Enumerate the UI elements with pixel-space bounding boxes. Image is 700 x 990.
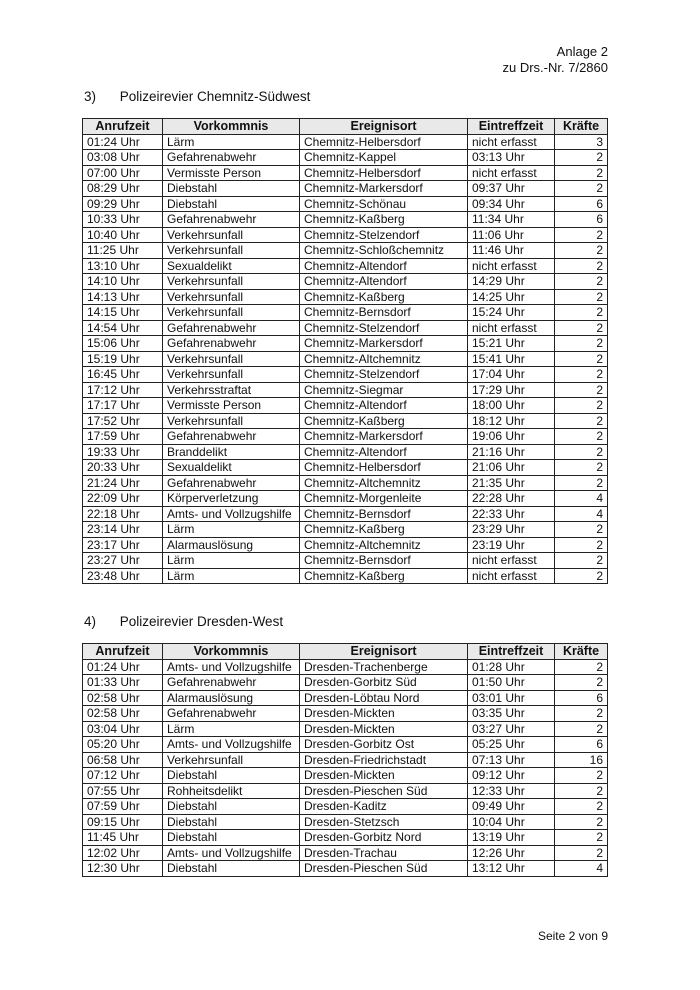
table-row <box>83 783 608 799</box>
table-row <box>83 320 608 336</box>
cell-vorkommnis: Vermisste Person <box>163 398 300 414</box>
cell-eintreffzeit: 09:37 Uhr <box>468 181 555 197</box>
cell-ereignisort: Dresden-Stetzsch <box>300 814 468 830</box>
incident-table-dresden <box>82 643 608 877</box>
cell-ereignisort: Chemnitz-Bernsdorf <box>300 506 468 522</box>
cell-ereignisort: Chemnitz-Kaßberg <box>300 568 468 584</box>
table-row <box>83 460 608 476</box>
cell-kraefte: 2 <box>555 181 608 197</box>
cell-ereignisort: Chemnitz-Markersdorf <box>300 429 468 445</box>
cell-eintreffzeit: 03:01 Uhr <box>468 690 555 706</box>
cell-anrufzeit: 02:58 Uhr <box>83 706 163 722</box>
cell-ereignisort: Chemnitz-Kaßberg <box>300 413 468 429</box>
cell-ereignisort: Chemnitz-Altendorf <box>300 444 468 460</box>
cell-vorkommnis: Branddelikt <box>163 444 300 460</box>
cell-kraefte: 4 <box>555 861 608 877</box>
cell-anrufzeit: 01:33 Uhr <box>83 675 163 691</box>
cell-vorkommnis: Verkehrsstraftat <box>163 382 300 398</box>
document-header <box>503 44 609 76</box>
incident-table-chemnitz <box>82 118 608 584</box>
cell-eintreffzeit: 21:35 Uhr <box>468 475 555 491</box>
cell-anrufzeit: 21:24 Uhr <box>83 475 163 491</box>
cell-vorkommnis: Alarmauslösung <box>163 537 300 553</box>
cell-ereignisort: Dresden-Mickten <box>300 768 468 784</box>
cell-eintreffzeit: 19:06 Uhr <box>468 429 555 445</box>
cell-eintreffzeit: 01:50 Uhr <box>468 675 555 691</box>
cell-kraefte: 2 <box>555 274 608 290</box>
cell-kraefte: 2 <box>555 460 608 476</box>
cell-anrufzeit: 22:09 Uhr <box>83 491 163 507</box>
cell-ereignisort: Chemnitz-Kaßberg <box>300 212 468 228</box>
cell-kraefte: 6 <box>555 196 608 212</box>
cell-kraefte: 6 <box>555 690 608 706</box>
cell-vorkommnis: Verkehrsunfall <box>163 413 300 429</box>
table-row <box>83 413 608 429</box>
cell-kraefte: 2 <box>555 475 608 491</box>
cell-eintreffzeit: nicht erfasst <box>468 320 555 336</box>
page-number: Seite 2 von 9 <box>537 929 608 943</box>
cell-eintreffzeit: 03:13 Uhr <box>468 150 555 166</box>
cell-eintreffzeit: 03:27 Uhr <box>468 721 555 737</box>
cell-anrufzeit: 12:30 Uhr <box>83 861 163 877</box>
cell-vorkommnis: Diebstahl <box>163 814 300 830</box>
table-row <box>83 382 608 398</box>
cell-kraefte: 2 <box>555 659 608 675</box>
cell-vorkommnis: Gefahrenabwehr <box>163 150 300 166</box>
document-number: zu Drs.-Nr. 7/2860 <box>502 60 608 75</box>
col-header-kraefte: Kräfte <box>555 119 608 135</box>
cell-kraefte: 2 <box>555 814 608 830</box>
table-row <box>83 243 608 259</box>
cell-kraefte: 2 <box>555 721 608 737</box>
table-row <box>83 537 608 553</box>
cell-vorkommnis: Alarmauslösung <box>163 690 300 706</box>
cell-eintreffzeit: 14:29 Uhr <box>468 274 555 290</box>
cell-kraefte: 4 <box>555 506 608 522</box>
cell-eintreffzeit: 22:28 Uhr <box>468 491 555 507</box>
cell-eintreffzeit: 18:12 Uhr <box>468 413 555 429</box>
cell-ereignisort: Dresden-Pieschen Süd <box>300 861 468 877</box>
cell-kraefte: 2 <box>555 367 608 383</box>
cell-anrufzeit: 12:02 Uhr <box>83 845 163 861</box>
cell-kraefte: 2 <box>555 398 608 414</box>
cell-vorkommnis: Amts- und Vollzugshilfe <box>163 659 300 675</box>
cell-anrufzeit: 07:00 Uhr <box>83 165 163 181</box>
cell-vorkommnis: Diebstahl <box>163 196 300 212</box>
cell-vorkommnis: Verkehrsunfall <box>163 752 300 768</box>
table-row <box>83 475 608 491</box>
cell-eintreffzeit: nicht erfasst <box>468 568 555 584</box>
cell-vorkommnis: Gefahrenabwehr <box>163 320 300 336</box>
col-header-eintreffzeit: Eintreffzeit <box>468 644 555 660</box>
cell-anrufzeit: 17:17 Uhr <box>83 398 163 414</box>
cell-ereignisort: Chemnitz-Helbersdorf <box>300 460 468 476</box>
attachment-label: Anlage 2 <box>556 44 608 59</box>
cell-vorkommnis: Verkehrsunfall <box>163 305 300 321</box>
cell-eintreffzeit: 17:04 Uhr <box>468 367 555 383</box>
cell-vorkommnis: Gefahrenabwehr <box>163 336 300 352</box>
cell-eintreffzeit: 01:28 Uhr <box>468 659 555 675</box>
cell-anrufzeit: 01:24 Uhr <box>83 134 163 150</box>
cell-vorkommnis: Körperverletzung <box>163 491 300 507</box>
cell-kraefte: 2 <box>555 351 608 367</box>
col-header-kraefte: Kräfte <box>555 644 608 660</box>
cell-anrufzeit: 20:33 Uhr <box>83 460 163 476</box>
cell-kraefte: 2 <box>555 553 608 569</box>
cell-ereignisort: Chemnitz-Helbersdorf <box>300 165 468 181</box>
cell-vorkommnis: Amts- und Vollzugshilfe <box>163 845 300 861</box>
cell-anrufzeit: 02:58 Uhr <box>83 690 163 706</box>
cell-anrufzeit: 17:12 Uhr <box>83 382 163 398</box>
cell-anrufzeit: 09:29 Uhr <box>83 196 163 212</box>
table-row <box>83 398 608 414</box>
cell-anrufzeit: 17:59 Uhr <box>83 429 163 445</box>
cell-eintreffzeit: 13:12 Uhr <box>468 861 555 877</box>
table-row <box>83 506 608 522</box>
cell-eintreffzeit: nicht erfasst <box>468 258 555 274</box>
table-row <box>83 768 608 784</box>
table-row <box>83 706 608 722</box>
table-row <box>83 289 608 305</box>
col-header-vorkommnis: Vorkommnis <box>163 644 300 660</box>
cell-vorkommnis: Diebstahl <box>163 181 300 197</box>
cell-anrufzeit: 03:04 Uhr <box>83 721 163 737</box>
table-row <box>83 351 608 367</box>
cell-eintreffzeit: 22:33 Uhr <box>468 506 555 522</box>
cell-anrufzeit: 14:10 Uhr <box>83 274 163 290</box>
cell-eintreffzeit: 09:49 Uhr <box>468 799 555 815</box>
cell-kraefte: 2 <box>555 444 608 460</box>
table-row <box>83 444 608 460</box>
cell-kraefte: 2 <box>555 165 608 181</box>
cell-kraefte: 2 <box>555 675 608 691</box>
cell-kraefte: 2 <box>555 227 608 243</box>
cell-kraefte: 2 <box>555 537 608 553</box>
cell-kraefte: 4 <box>555 491 608 507</box>
cell-vorkommnis: Verkehrsunfall <box>163 351 300 367</box>
table-row <box>83 165 608 181</box>
cell-eintreffzeit: 14:25 Uhr <box>468 289 555 305</box>
cell-vorkommnis: Diebstahl <box>163 799 300 815</box>
table-row <box>83 212 608 228</box>
cell-vorkommnis: Verkehrsunfall <box>163 367 300 383</box>
cell-ereignisort: Dresden-Trachenberge <box>300 659 468 675</box>
cell-vorkommnis: Lärm <box>163 134 300 150</box>
cell-anrufzeit: 14:13 Uhr <box>83 289 163 305</box>
cell-ereignisort: Chemnitz-Stelzendorf <box>300 227 468 243</box>
cell-anrufzeit: 10:40 Uhr <box>83 227 163 243</box>
cell-anrufzeit: 13:10 Uhr <box>83 258 163 274</box>
cell-vorkommnis: Verkehrsunfall <box>163 274 300 290</box>
cell-kraefte: 2 <box>555 382 608 398</box>
cell-vorkommnis: Rohheitsdelikt <box>163 783 300 799</box>
table-row <box>83 367 608 383</box>
cell-kraefte: 2 <box>555 289 608 305</box>
section-number: 3) <box>84 89 97 104</box>
cell-ereignisort: Dresden-Mickten <box>300 721 468 737</box>
table-row <box>83 799 608 815</box>
cell-ereignisort: Dresden-Gorbitz Ost <box>300 737 468 753</box>
cell-ereignisort: Chemnitz-Markersdorf <box>300 336 468 352</box>
cell-ereignisort: Chemnitz-Kaßberg <box>300 289 468 305</box>
cell-anrufzeit: 23:48 Uhr <box>83 568 163 584</box>
table-row <box>83 845 608 861</box>
section-name: Polizeirevier Dresden-West <box>119 614 284 629</box>
table-row <box>83 181 608 197</box>
cell-anrufzeit: 22:18 Uhr <box>83 506 163 522</box>
table-row <box>83 491 608 507</box>
table-row <box>83 258 608 274</box>
cell-anrufzeit: 03:08 Uhr <box>83 150 163 166</box>
cell-kraefte: 2 <box>555 413 608 429</box>
cell-vorkommnis: Sexualdelikt <box>163 460 300 476</box>
col-header-anrufzeit: Anrufzeit <box>83 119 163 135</box>
cell-vorkommnis: Lärm <box>163 522 300 538</box>
cell-eintreffzeit: 05:25 Uhr <box>468 737 555 753</box>
cell-eintreffzeit: 21:16 Uhr <box>468 444 555 460</box>
cell-anrufzeit: 14:15 Uhr <box>83 305 163 321</box>
cell-ereignisort: Chemnitz-Helbersdorf <box>300 134 468 150</box>
cell-ereignisort: Chemnitz-Bernsdorf <box>300 553 468 569</box>
cell-ereignisort: Chemnitz-Bernsdorf <box>300 305 468 321</box>
cell-kraefte: 2 <box>555 429 608 445</box>
cell-eintreffzeit: 17:29 Uhr <box>468 382 555 398</box>
cell-eintreffzeit: 13:19 Uhr <box>468 830 555 846</box>
cell-ereignisort: Chemnitz-Kaßberg <box>300 522 468 538</box>
cell-ereignisort: Dresden-Pieschen Süd <box>300 783 468 799</box>
cell-ereignisort: Chemnitz-Stelzendorf <box>300 367 468 383</box>
cell-kraefte: 2 <box>555 320 608 336</box>
cell-vorkommnis: Amts- und Vollzugshilfe <box>163 737 300 753</box>
table-row <box>83 274 608 290</box>
cell-ereignisort: Dresden-Gorbitz Süd <box>300 675 468 691</box>
cell-vorkommnis: Sexualdelikt <box>163 258 300 274</box>
cell-kraefte: 2 <box>555 568 608 584</box>
cell-anrufzeit: 15:06 Uhr <box>83 336 163 352</box>
cell-ereignisort: Chemnitz-Siegmar <box>300 382 468 398</box>
cell-ereignisort: Dresden-Mickten <box>300 706 468 722</box>
cell-vorkommnis: Diebstahl <box>163 830 300 846</box>
cell-vorkommnis: Amts- und Vollzugshilfe <box>163 506 300 522</box>
section-title-dresden <box>84 614 283 629</box>
table-row <box>83 752 608 768</box>
cell-ereignisort: Chemnitz-Kappel <box>300 150 468 166</box>
cell-ereignisort: Chemnitz-Morgenleite <box>300 491 468 507</box>
cell-anrufzeit: 05:20 Uhr <box>83 737 163 753</box>
cell-ereignisort: Chemnitz-Schloßchemnitz <box>300 243 468 259</box>
cell-vorkommnis: Gefahrenabwehr <box>163 475 300 491</box>
cell-vorkommnis: Lärm <box>163 553 300 569</box>
cell-anrufzeit: 15:19 Uhr <box>83 351 163 367</box>
cell-ereignisort: Chemnitz-Schönau <box>300 196 468 212</box>
cell-kraefte: 6 <box>555 737 608 753</box>
cell-anrufzeit: 14:54 Uhr <box>83 320 163 336</box>
cell-eintreffzeit: 11:34 Uhr <box>468 212 555 228</box>
cell-vorkommnis: Verkehrsunfall <box>163 243 300 259</box>
cell-vorkommnis: Lärm <box>163 721 300 737</box>
cell-anrufzeit: 11:45 Uhr <box>83 830 163 846</box>
cell-vorkommnis: Lärm <box>163 568 300 584</box>
cell-ereignisort: Chemnitz-Altchemnitz <box>300 475 468 491</box>
cell-eintreffzeit: 09:12 Uhr <box>468 768 555 784</box>
cell-anrufzeit: 23:14 Uhr <box>83 522 163 538</box>
cell-ereignisort: Dresden-Trachau <box>300 845 468 861</box>
cell-ereignisort: Chemnitz-Altendorf <box>300 398 468 414</box>
cell-vorkommnis: Verkehrsunfall <box>163 289 300 305</box>
cell-eintreffzeit: nicht erfasst <box>468 553 555 569</box>
table-row <box>83 227 608 243</box>
section-number: 4) <box>84 614 97 629</box>
table-row <box>83 861 608 877</box>
cell-eintreffzeit: 15:24 Uhr <box>468 305 555 321</box>
cell-ereignisort: Dresden-Löbtau Nord <box>300 690 468 706</box>
col-header-anrufzeit: Anrufzeit <box>83 644 163 660</box>
table-row <box>83 568 608 584</box>
cell-eintreffzeit: nicht erfasst <box>468 165 555 181</box>
table-row <box>83 336 608 352</box>
cell-kraefte: 2 <box>555 799 608 815</box>
cell-eintreffzeit: 10:04 Uhr <box>468 814 555 830</box>
cell-kraefte: 2 <box>555 305 608 321</box>
table-row <box>83 690 608 706</box>
table-row <box>83 737 608 753</box>
col-header-vorkommnis: Vorkommnis <box>163 119 300 135</box>
section-name: Polizeirevier Chemnitz-Südwest <box>119 89 311 104</box>
cell-kraefte: 2 <box>555 783 608 799</box>
cell-vorkommnis: Gefahrenabwehr <box>163 212 300 228</box>
cell-ereignisort: Chemnitz-Altendorf <box>300 274 468 290</box>
table-row <box>83 522 608 538</box>
cell-kraefte: 16 <box>555 752 608 768</box>
cell-vorkommnis: Diebstahl <box>163 861 300 877</box>
table-row <box>83 196 608 212</box>
cell-eintreffzeit: 23:29 Uhr <box>468 522 555 538</box>
cell-kraefte: 2 <box>555 706 608 722</box>
cell-eintreffzeit: 12:26 Uhr <box>468 845 555 861</box>
table-row <box>83 150 608 166</box>
table-row <box>83 721 608 737</box>
cell-anrufzeit: 08:29 Uhr <box>83 181 163 197</box>
cell-eintreffzeit: 15:41 Uhr <box>468 351 555 367</box>
cell-kraefte: 2 <box>555 258 608 274</box>
table-row <box>83 830 608 846</box>
cell-anrufzeit: 19:33 Uhr <box>83 444 163 460</box>
cell-eintreffzeit: 15:21 Uhr <box>468 336 555 352</box>
cell-kraefte: 3 <box>555 134 608 150</box>
cell-vorkommnis: Gefahrenabwehr <box>163 675 300 691</box>
cell-kraefte: 2 <box>555 830 608 846</box>
cell-ereignisort: Chemnitz-Stelzendorf <box>300 320 468 336</box>
cell-anrufzeit: 06:58 Uhr <box>83 752 163 768</box>
section-title-chemnitz <box>84 89 310 104</box>
cell-eintreffzeit: 07:13 Uhr <box>468 752 555 768</box>
cell-eintreffzeit: 23:19 Uhr <box>468 537 555 553</box>
cell-ereignisort: Chemnitz-Altchemnitz <box>300 351 468 367</box>
table-row <box>83 675 608 691</box>
cell-vorkommnis: Vermisste Person <box>163 165 300 181</box>
table-row <box>83 429 608 445</box>
cell-eintreffzeit: 11:06 Uhr <box>468 227 555 243</box>
col-header-ereignisort: Ereignisort <box>300 644 468 660</box>
cell-eintreffzeit: 03:35 Uhr <box>468 706 555 722</box>
cell-anrufzeit: 16:45 Uhr <box>83 367 163 383</box>
cell-ereignisort: Dresden-Friedrichstadt <box>300 752 468 768</box>
cell-vorkommnis: Verkehrsunfall <box>163 227 300 243</box>
table-header-row <box>83 119 608 135</box>
cell-eintreffzeit: 09:34 Uhr <box>468 196 555 212</box>
cell-anrufzeit: 11:25 Uhr <box>83 243 163 259</box>
cell-kraefte: 2 <box>555 243 608 259</box>
cell-ereignisort: Dresden-Gorbitz Nord <box>300 830 468 846</box>
cell-eintreffzeit: 12:33 Uhr <box>468 783 555 799</box>
col-header-eintreffzeit: Eintreffzeit <box>468 119 555 135</box>
cell-ereignisort: Dresden-Kaditz <box>300 799 468 815</box>
table-row <box>83 305 608 321</box>
cell-anrufzeit: 07:12 Uhr <box>83 768 163 784</box>
table-row <box>83 659 608 675</box>
cell-eintreffzeit: 21:06 Uhr <box>468 460 555 476</box>
table-header-row <box>83 644 608 660</box>
table-row <box>83 134 608 150</box>
cell-anrufzeit: 07:59 Uhr <box>83 799 163 815</box>
cell-anrufzeit: 17:52 Uhr <box>83 413 163 429</box>
cell-kraefte: 2 <box>555 150 608 166</box>
cell-anrufzeit: 09:15 Uhr <box>83 814 163 830</box>
table-row <box>83 814 608 830</box>
cell-kraefte: 6 <box>555 212 608 228</box>
cell-eintreffzeit: 11:46 Uhr <box>468 243 555 259</box>
cell-anrufzeit: 07:55 Uhr <box>83 783 163 799</box>
cell-ereignisort: Chemnitz-Altendorf <box>300 258 468 274</box>
cell-vorkommnis: Gefahrenabwehr <box>163 706 300 722</box>
cell-anrufzeit: 01:24 Uhr <box>83 659 163 675</box>
cell-kraefte: 2 <box>555 336 608 352</box>
cell-ereignisort: Chemnitz-Altchemnitz <box>300 537 468 553</box>
table-row <box>83 553 608 569</box>
cell-anrufzeit: 10:33 Uhr <box>83 212 163 228</box>
cell-kraefte: 2 <box>555 845 608 861</box>
cell-anrufzeit: 23:27 Uhr <box>83 553 163 569</box>
cell-anrufzeit: 23:17 Uhr <box>83 537 163 553</box>
cell-kraefte: 2 <box>555 768 608 784</box>
col-header-ereignisort: Ereignisort <box>300 119 468 135</box>
cell-vorkommnis: Gefahrenabwehr <box>163 429 300 445</box>
cell-kraefte: 2 <box>555 522 608 538</box>
cell-ereignisort: Chemnitz-Markersdorf <box>300 181 468 197</box>
cell-eintreffzeit: 18:00 Uhr <box>468 398 555 414</box>
cell-eintreffzeit: nicht erfasst <box>468 134 555 150</box>
cell-vorkommnis: Diebstahl <box>163 768 300 784</box>
